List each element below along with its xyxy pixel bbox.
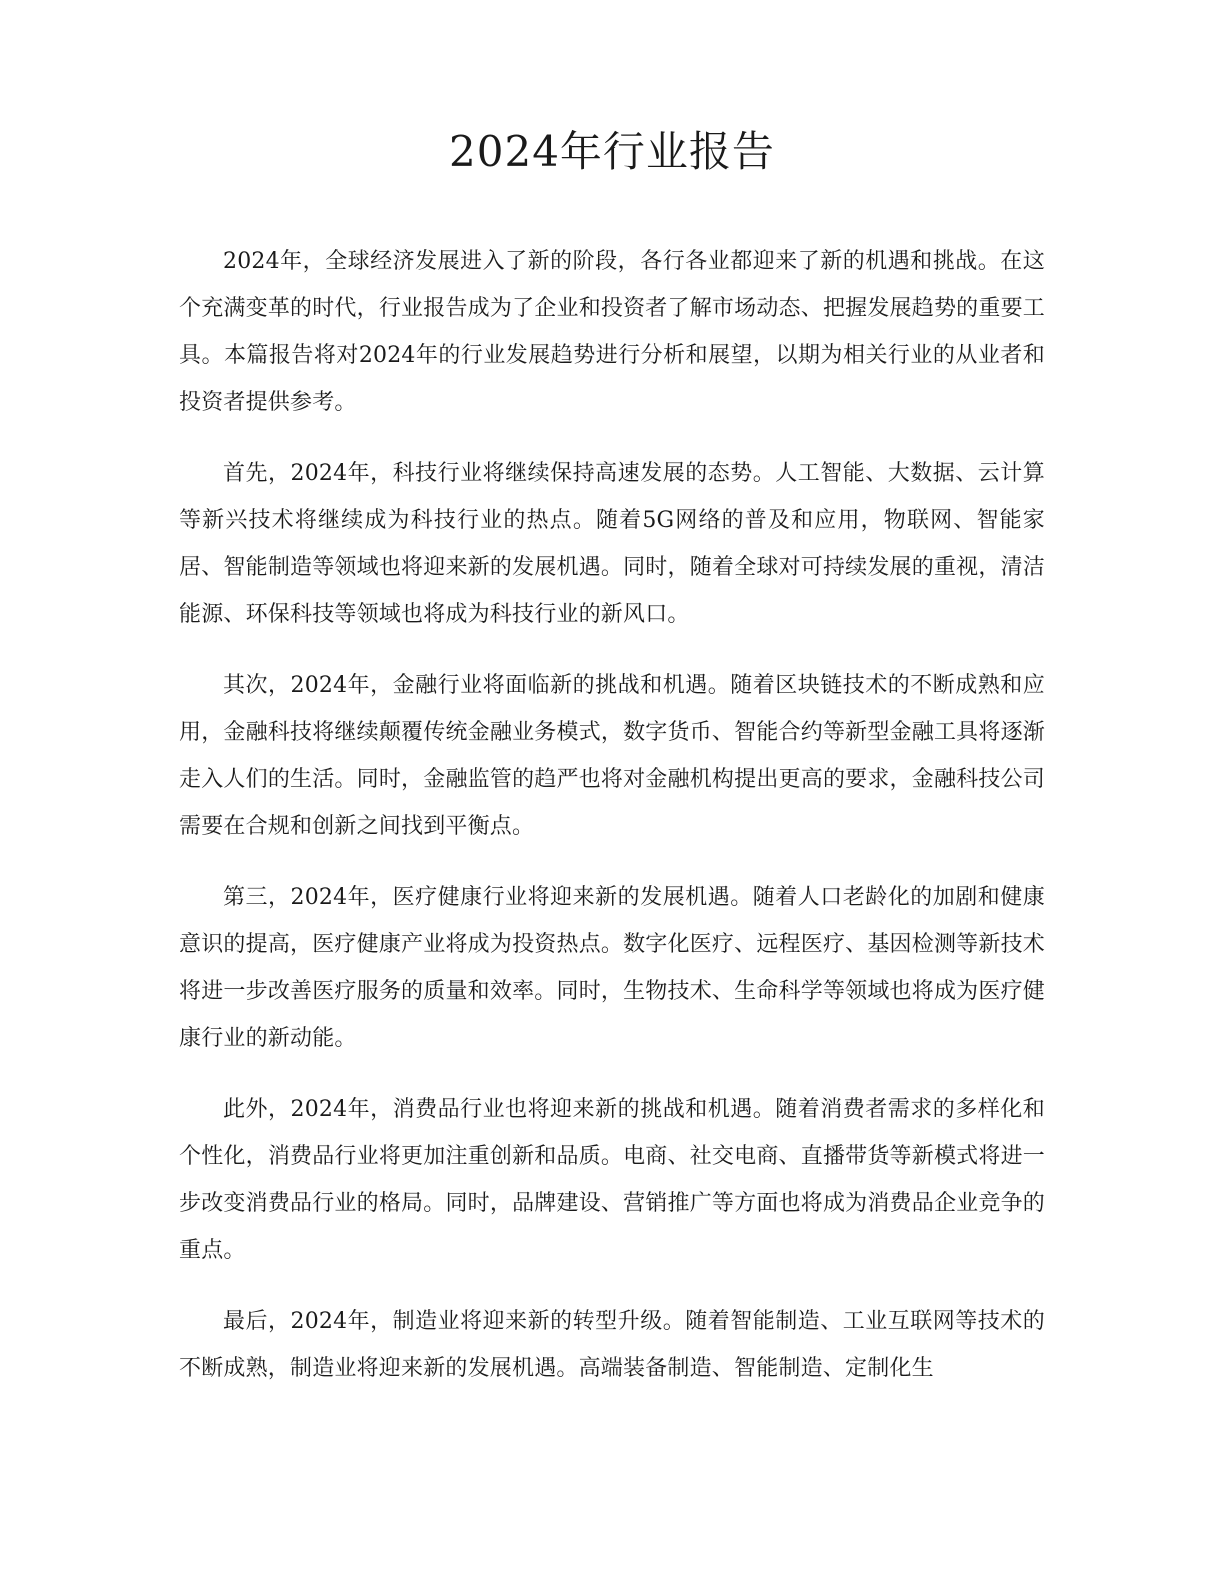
paragraph-technology: 首先，2024年，科技行业将继续保持高速发展的态势。人工智能、大数据、云计算等新兴技术将继续成为科技行业的热点。随着5G网络的普及和应用，物联网、智能家居、智能制造等领域也将迎来新的发展机遇。同时，随着全球对可持续发展的重视，清洁能源、环保科技等领域也将成为科技行业的新风口。 <box>179 461 1045 627</box>
document-body <box>179 238 1045 1416</box>
paragraph-manufacturing: 最后，2024年，制造业将迎来新的转型升级。随着智能制造、工业互联网等技术的不断成熟，制造业将迎来新的发展机遇。高端装备制造、智能制造、定制化生 <box>179 1309 1045 1381</box>
document-title: 2024年行业报告 <box>449 127 775 176</box>
paragraph-finance: 其次，2024年，金融行业将面临新的挑战和机遇。随着区块链技术的不断成熟和应用，金融科技将继续颠覆传统金融业务模式，数字货币、智能合约等新型金融工具将逐渐走入人们的生活。同时，金融监管的趋严也将对金融机构提出更高的要求，金融科技公司需要在合规和创新之间找到平衡点。 <box>179 673 1045 839</box>
paragraph-consumer-goods: 此外，2024年，消费品行业也将迎来新的挑战和机遇。随着消费者需求的多样化和个性化，消费品行业将更加注重创新和品质。电商、社交电商、直播带货等新模式将进一步改变消费品行业的格局。同时，品牌建设、营销推广等方面也将成为消费品企业竞争的重点。 <box>179 1097 1045 1263</box>
paragraph-healthcare: 第三，2024年，医疗健康行业将迎来新的发展机遇。随着人口老龄化的加剧和健康意识的提高，医疗健康产业将成为投资热点。数字化医疗、远程医疗、基因检测等新技术将进一步改善医疗服务的质量和效率。同时，生物技术、生命科学等领域也将成为医疗健康行业的新动能。 <box>179 885 1045 1051</box>
paragraph-intro: 2024年，全球经济发展进入了新的阶段，各行各业都迎来了新的机遇和挑战。在这个充满变革的时代，行业报告成为了企业和投资者了解市场动态、把握发展趋势的重要工具。本篇报告将对2024年的行业发展趋势进行分析和展望，以期为相关行业的从业者和投资者提供参考。 <box>179 249 1045 415</box>
